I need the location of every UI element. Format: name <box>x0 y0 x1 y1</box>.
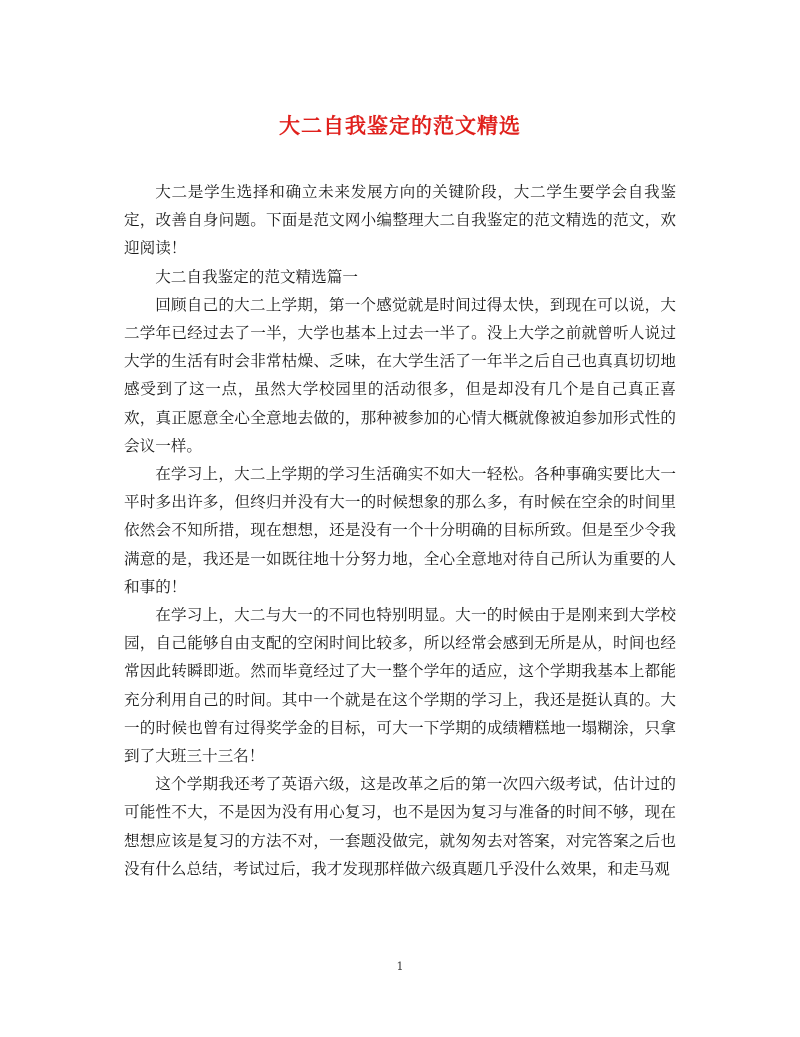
section-heading: 大二自我鉴定的范文精选篇一 <box>155 267 358 286</box>
document-body <box>124 178 676 883</box>
intro-paragraph: 大二是学生选择和确立未来发展方向的关键阶段，大二学生要学会自我鉴定，改善自身问题。下面是范文网小编整理大二自我鉴定的范文精选的范文，欢迎阅读！ <box>124 183 676 258</box>
body-paragraph: 回顾自己的大二上学期，第一个感觉就是时间过得太快，到现在可以说，大二学年已经过去了一半，大学也基本上过去一半了。没上大学之前就曾听人说过大学的生活有时会非常枯燥、乏味，在大学生活了一年半之后自己也真真切切地感受到了这一点，虽然大学校园里的活动很多，但是却没有几个是自己真正喜欢，真正愿意全心全意地去做的，那种被参加的心情大概就像被迫参加形式性的会议一样。 <box>124 295 676 455</box>
body-paragraph: 这个学期我还考了英语六级，这是改革之后的第一次四六级考试，估计过的可能性不大，不是因为没有用心复习，也不是因为复习与准备的时间不够，现在想想应该是复习的方法不对，一套题没做完，就匆匆去对答案，对完答案之后也没有什么总结，考试过后，我才发现那样做六级真题几乎没什么效果，和走马观 <box>124 775 676 878</box>
body-paragraph: 在学习上，大二上学期的学习生活确实不如大一轻松。各种事确实要比大一平时多出许多，但终归并没有大一的时候想象的那么多，有时候在空余的时间里依然会不知所措，现在想想，还是没有一个十分明确的目标所致。但是至少令我满意的是，我还是一如既往地十分努力地，全心全意地对待自己所认为重要的人和事的！ <box>124 465 676 596</box>
body-paragraph: 在学习上，大二与大一的不同也特别明显。大一的时候由于是刚来到大学校园，自己能够自由支配的空闲时间比较多，所以经常会感到无所是从，时间也经常因此转瞬即逝。然而毕竟经过了大一整个学年的适应，这个学期我基本上都能充分利用自己的时间。其中一个就是在这个学期的学习上，我还是挺认真的。大一的时候也曾有过得奖学金的目标，可大一下学期的成绩糟糕地一塌糊涂，只拿到了大班三十三名！ <box>124 606 676 766</box>
document-title: 大二自我鉴定的范文精选 <box>279 113 521 138</box>
page-number: 1 <box>396 960 404 973</box>
